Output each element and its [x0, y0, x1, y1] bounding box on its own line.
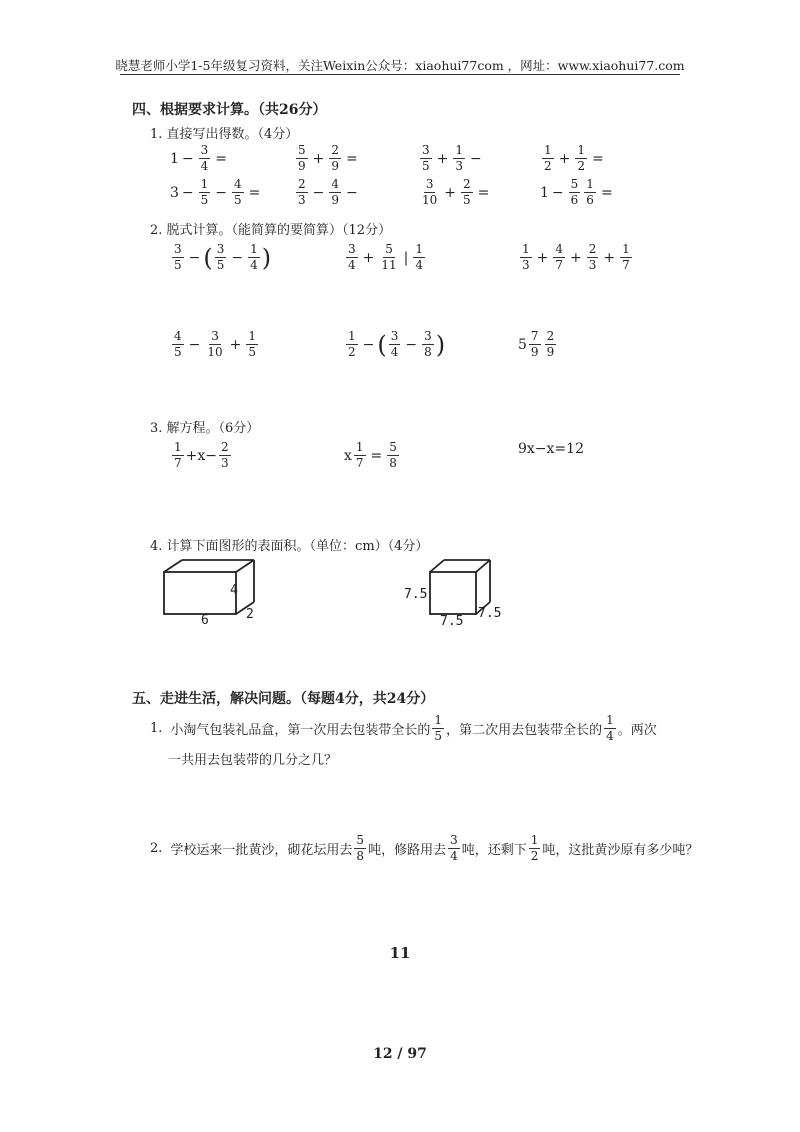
numerator: 5 — [298, 143, 306, 157]
q2-expression — [518, 243, 634, 272]
q1-title: 1. 直接写出得数。（4分） — [150, 127, 299, 142]
problem-1-text-b: ，第二次用去包装带全长的 — [446, 723, 603, 738]
header-rule — [120, 74, 680, 75]
numerator: 1 — [355, 440, 364, 454]
fraction — [346, 330, 358, 359]
q1-expression — [294, 144, 361, 173]
operator: = — [477, 184, 490, 201]
numerator: 1 — [586, 177, 594, 191]
operator: + — [436, 150, 449, 167]
denominator: 3 — [221, 456, 229, 470]
operator: + — [312, 150, 325, 167]
term: 1 — [540, 184, 549, 201]
problem-1-text-a: 小淘气包装礼品盒，第一次用去包装带全长的 — [170, 723, 431, 738]
operator: + — [558, 150, 571, 167]
numerator: 2 — [546, 329, 555, 343]
q2-expression — [344, 243, 427, 272]
fraction — [219, 441, 231, 470]
fraction — [575, 144, 587, 173]
q1-expression — [418, 144, 485, 173]
problem-2-number: 2. — [150, 841, 163, 856]
numerator: 4 — [234, 177, 242, 191]
numerator: 3 — [211, 329, 219, 343]
term: 1 — [170, 150, 179, 167]
denominator: 3 — [588, 258, 597, 272]
operator: = — [600, 184, 613, 201]
cube-left-label: 7.5 — [404, 587, 428, 602]
fraction — [172, 330, 184, 359]
fraction — [205, 330, 224, 359]
operator: − — [215, 184, 228, 201]
problem-2-fraction-1 — [354, 834, 366, 863]
denominator: 5 — [463, 193, 471, 207]
problem-2-fraction-2 — [448, 834, 460, 863]
fraction — [620, 243, 632, 272]
fraction — [553, 243, 565, 272]
numerator: 5 — [356, 833, 365, 847]
denominator: 2 — [577, 159, 586, 173]
numerator: 1 — [544, 143, 552, 157]
numerator: 3 — [390, 329, 399, 343]
denominator: 7 — [355, 456, 364, 470]
fraction — [246, 330, 258, 359]
numerator: 4 — [555, 242, 564, 256]
problem-1-fraction-1 — [432, 714, 444, 743]
parenthesis: ( — [203, 243, 213, 272]
problem-2-fraction-3 — [529, 834, 541, 863]
denominator: 4 — [250, 258, 258, 272]
numerator: 4 — [331, 177, 340, 191]
numerator: 1 — [348, 329, 356, 343]
page-header: 晓慧老师小学1-5年级复习资料，关注Weixin公众号：xiaohui77com ，网址：www.xiaohui77.com — [115, 58, 685, 73]
denominator: 9 — [298, 159, 306, 173]
denominator: 7 — [622, 258, 630, 272]
numerator: 3 — [200, 143, 209, 157]
cube-bottom-label: 7.5 — [440, 614, 464, 629]
operator: − — [470, 150, 482, 167]
fraction — [172, 441, 184, 470]
denominator: 4 — [450, 849, 458, 863]
term: +x− — [185, 447, 217, 464]
denominator: 5 — [174, 258, 182, 272]
operator: | — [403, 249, 409, 266]
operator: + — [229, 336, 242, 353]
problem-2-text-d: 吨，这批黄沙原有多少吨？ — [542, 843, 699, 858]
denominator: 7 — [174, 456, 182, 470]
fraction — [584, 178, 596, 207]
denominator: 5 — [422, 159, 430, 173]
numerator: 1 — [622, 242, 630, 256]
operator: = — [370, 447, 383, 464]
denominator: 4 — [390, 345, 399, 359]
denominator: 5 — [200, 193, 209, 207]
cuboid-height-label: 4 — [230, 583, 238, 598]
problem-1-text-c: 。两次 — [617, 723, 657, 738]
q2-expression — [344, 330, 445, 359]
denominator: 4 — [415, 258, 424, 272]
problem-2-text-b: 吨，修路用去 — [368, 843, 447, 858]
term: 5 — [518, 336, 527, 353]
q3-equation — [344, 441, 401, 470]
numerator: 1 — [434, 713, 443, 727]
fraction — [420, 144, 432, 173]
numerator: 3 — [348, 242, 356, 256]
problem-2-text-c: 吨，还剩下 — [461, 843, 527, 858]
numerator: 3 — [422, 143, 430, 157]
denominator: 3 — [522, 258, 530, 272]
denominator: 2 — [530, 849, 539, 863]
numerator: 1 — [200, 177, 209, 191]
fraction — [215, 243, 227, 272]
fraction — [461, 178, 473, 207]
fraction — [172, 243, 184, 272]
denominator: 9 — [331, 193, 340, 207]
numerator: 2 — [463, 177, 471, 191]
numerator: 1 — [415, 242, 424, 256]
q4-title: 4. 计算下面图形的表面积。（单位：cm）（4分） — [150, 539, 429, 554]
page-number: 11 — [389, 944, 411, 962]
denominator: 8 — [389, 456, 397, 470]
parenthesis: ) — [261, 243, 272, 272]
numerator: 1 — [248, 329, 257, 343]
denominator: 3 — [298, 193, 306, 207]
problem-1-number: 1. — [150, 721, 163, 736]
problem-1-line-1 — [150, 714, 657, 743]
operator: − — [181, 150, 194, 167]
denominator: 4 — [200, 159, 209, 173]
denominator: 5 — [234, 193, 242, 207]
problem-2-text-a: 学校运来一批黄沙，砌花坛用去 — [170, 843, 353, 858]
operator: = — [592, 150, 604, 167]
numerator: 3 — [174, 242, 182, 256]
denominator: 6 — [586, 193, 594, 207]
denominator: 4 — [348, 258, 356, 272]
q1-expression — [540, 144, 607, 173]
numerator: 3 — [425, 177, 434, 191]
numerator: 3 — [450, 833, 458, 847]
numerator: 3 — [216, 242, 225, 256]
operator: − — [551, 184, 564, 201]
denominator: 5 — [434, 729, 443, 743]
fraction — [346, 243, 358, 272]
problem-2 — [150, 834, 698, 863]
q1-expression — [418, 178, 492, 207]
denominator: 9 — [331, 159, 340, 173]
q2-title: 2. 脱式计算。（能简算的要简算）（12分） — [150, 223, 392, 238]
fraction — [248, 243, 260, 272]
operator: + — [362, 249, 375, 266]
denominator: 2 — [348, 345, 356, 359]
parenthesis: ( — [377, 330, 387, 359]
numerator: 2 — [298, 177, 306, 191]
term: 3 — [170, 184, 179, 201]
denominator: 5 — [174, 345, 182, 359]
problem-1-line-2: 一共用去包装带的几分之几？ — [168, 753, 338, 768]
denominator: 10 — [207, 345, 223, 359]
operator: = — [248, 184, 261, 201]
fraction — [420, 178, 439, 207]
operator: − — [188, 249, 201, 266]
term: x — [344, 447, 352, 464]
numerator: 1 — [522, 242, 530, 256]
numerator: 7 — [530, 329, 539, 343]
numerator: 5 — [570, 177, 579, 191]
q1-expression — [170, 144, 230, 173]
fraction — [329, 178, 341, 207]
denominator: 11 — [381, 258, 397, 272]
numerator: 2 — [221, 440, 229, 454]
numerator: 3 — [424, 329, 432, 343]
q2-expression — [170, 330, 260, 359]
term: 9x−x=12 — [518, 441, 584, 457]
fraction — [422, 330, 434, 359]
fraction — [569, 178, 581, 207]
numerator: 1 — [577, 143, 586, 157]
denominator: 5 — [216, 258, 225, 272]
operator: − — [346, 184, 358, 201]
fraction — [199, 144, 211, 173]
fraction — [587, 243, 599, 272]
numerator: 1 — [606, 713, 614, 727]
numerator: 2 — [331, 143, 340, 157]
operator: + — [570, 249, 582, 266]
pager: 12 / 97 — [373, 1046, 427, 1062]
q1-expression — [170, 178, 263, 207]
fraction — [545, 330, 557, 359]
numerator: 4 — [174, 329, 182, 343]
denominator: 3 — [455, 159, 464, 173]
operator: + — [603, 249, 616, 266]
denominator: 9 — [546, 345, 555, 359]
operator: − — [362, 336, 375, 353]
section-4-title: 四、根据要求计算。（共26分） — [132, 102, 327, 118]
fraction — [296, 144, 308, 173]
cuboid-width-label: 2 — [246, 607, 254, 622]
operator: − — [188, 336, 201, 353]
q1-expression — [540, 178, 616, 207]
numerator: 1 — [455, 143, 464, 157]
q2-expression — [170, 243, 271, 272]
parenthesis: ) — [435, 330, 446, 359]
numerator: 1 — [530, 833, 539, 847]
q2-expression — [518, 330, 558, 359]
fraction — [232, 178, 244, 207]
operator: = — [215, 150, 228, 167]
fraction — [199, 178, 211, 207]
numerator: 5 — [385, 242, 393, 256]
denominator: 6 — [570, 193, 579, 207]
denominator: 8 — [424, 345, 432, 359]
fraction — [542, 144, 554, 173]
denominator: 10 — [422, 193, 438, 207]
numerator: 2 — [588, 242, 597, 256]
fraction — [413, 243, 425, 272]
fraction — [379, 243, 398, 272]
numerator: 1 — [174, 440, 182, 454]
fraction — [354, 441, 366, 470]
fraction — [389, 330, 401, 359]
fraction — [529, 330, 541, 359]
operator: − — [405, 336, 418, 353]
q3-title: 3. 解方程。（6分） — [150, 421, 260, 436]
denominator: 9 — [530, 345, 539, 359]
cuboid-length-label: 6 — [201, 613, 209, 628]
denominator: 4 — [606, 729, 614, 743]
operator: + — [536, 249, 549, 266]
q3-equation — [518, 441, 584, 457]
denominator: 7 — [555, 258, 564, 272]
fraction — [296, 178, 308, 207]
q1-expression — [294, 178, 361, 207]
fraction — [520, 243, 532, 272]
denominator: 2 — [544, 159, 552, 173]
operator: − — [181, 184, 194, 201]
operator: = — [346, 150, 358, 167]
numerator: 1 — [250, 242, 258, 256]
cube-right-label: 7.5 — [478, 606, 502, 621]
fraction — [387, 441, 399, 470]
section-5-title: 五、走进生活，解决问题。（每题4分，共24分） — [132, 691, 435, 707]
fraction — [453, 144, 465, 173]
operator: − — [312, 184, 325, 201]
operator: + — [444, 184, 457, 201]
q3-equation — [170, 441, 233, 470]
problem-1-fraction-2 — [604, 714, 616, 743]
denominator: 5 — [248, 345, 257, 359]
operator: − — [231, 249, 244, 266]
fraction — [329, 144, 341, 173]
numerator: 5 — [389, 440, 397, 454]
denominator: 8 — [356, 849, 365, 863]
